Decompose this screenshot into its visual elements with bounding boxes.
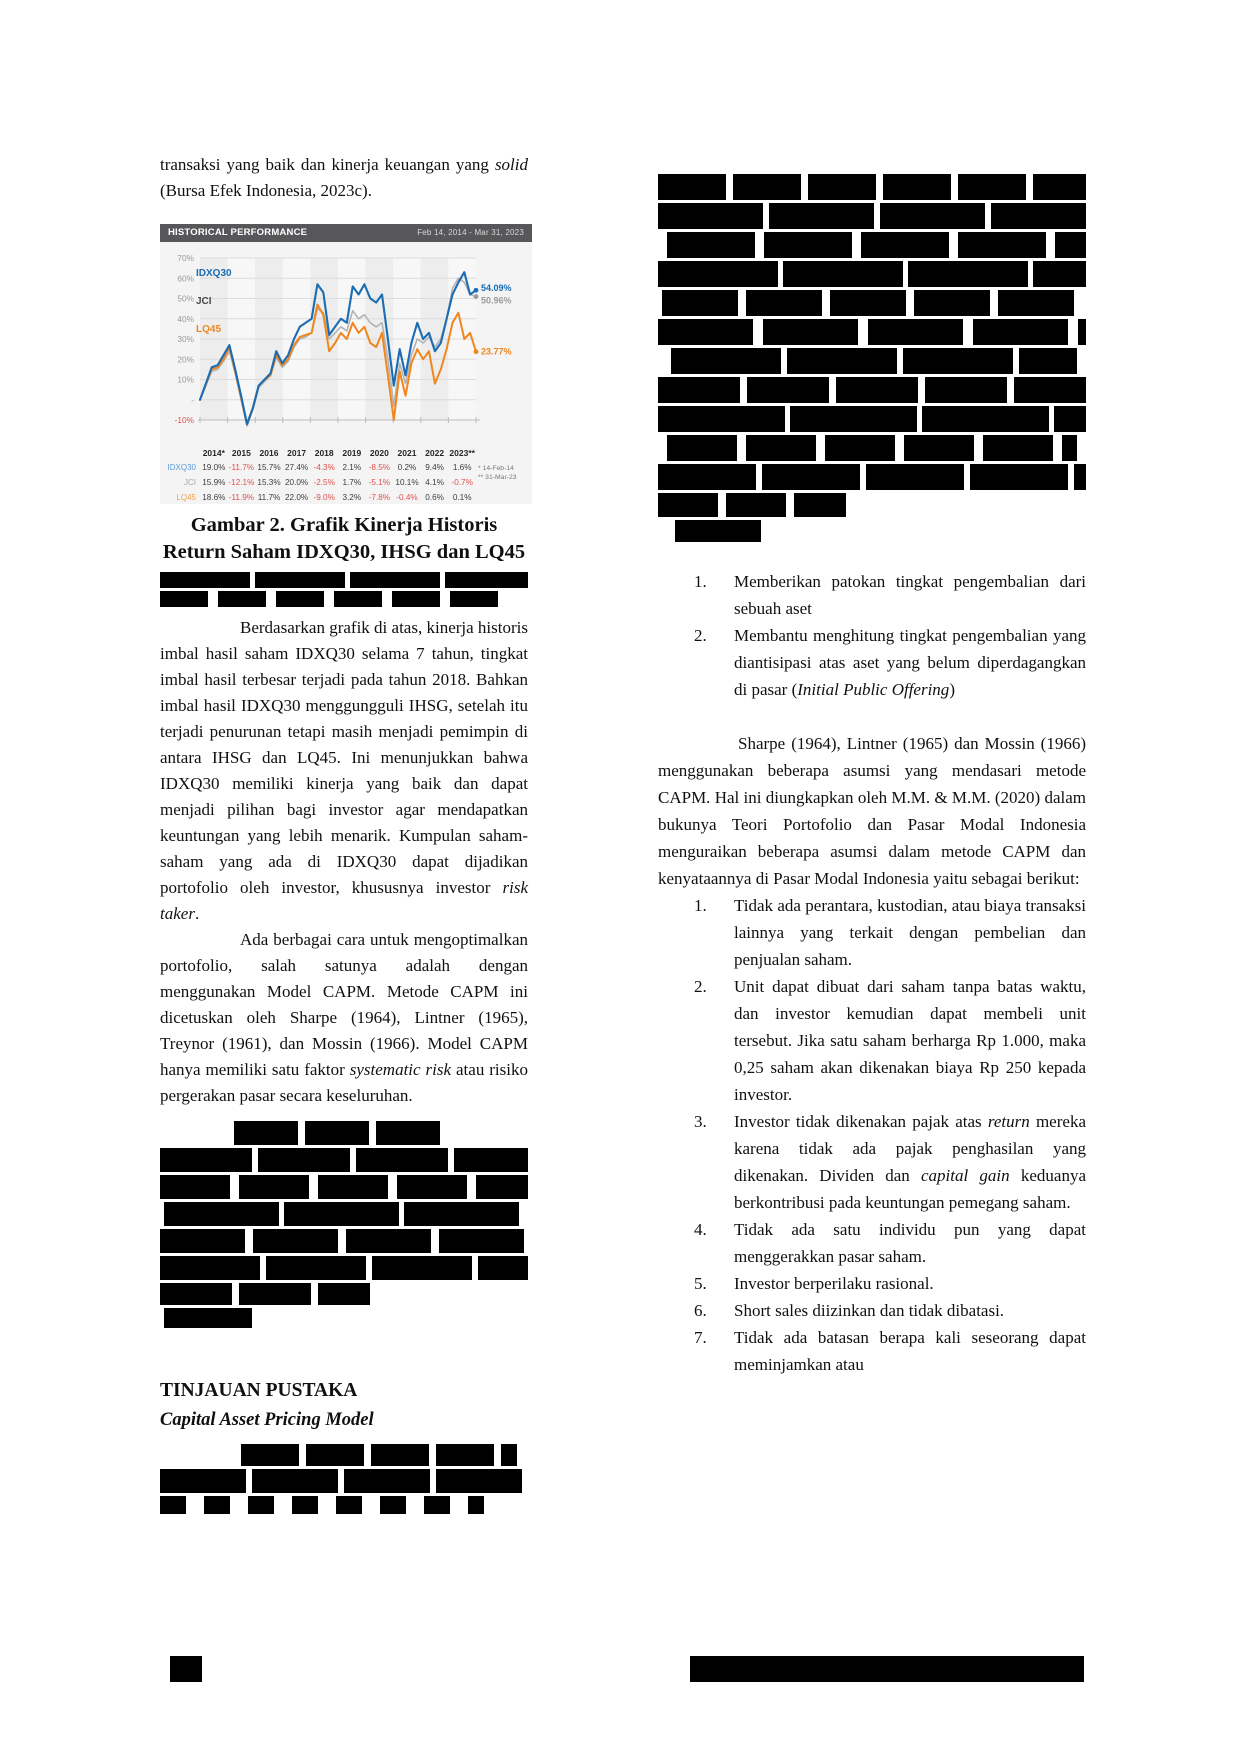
series-end-value: 50.96% (481, 295, 512, 306)
figure-caption-line2: Return Saham IDXQ30, IHSG dan LQ45 (162, 541, 526, 563)
figure-caption (160, 512, 528, 566)
y-axis-tick-label: 40% (177, 313, 194, 324)
chart-table-cell: 1.6% (452, 463, 472, 472)
legend-label: JCI (196, 296, 212, 307)
list-item (694, 973, 1086, 1108)
list-item-text: Investor berperilaku rasional. (734, 1274, 934, 1293)
intro-paragraph: transaksi yang baik dan kinerja keuangan yang solid (Bursa Efek Indonesia, 2023c). (160, 155, 528, 200)
list-item (694, 568, 1086, 622)
left-column (160, 152, 528, 1517)
list-item-number: 3. (694, 1112, 707, 1131)
list-item-text: Tidak ada satu individu pun yang dapat menggerakkan pasar saham. (734, 1220, 1086, 1266)
chart-table-row-label: LQ45 (176, 493, 196, 502)
chart-table-cell: -7.8% (368, 493, 391, 502)
list-item-number: 1. (694, 572, 707, 591)
series-end-dot (474, 349, 479, 354)
list-item-number: 7. (694, 1328, 707, 1347)
right-column (658, 150, 1086, 1378)
chart-table-cell: 1.7% (342, 478, 362, 487)
x-axis-year-label: 2019 (342, 448, 362, 458)
list-item (694, 892, 1086, 973)
series-end-value: 54.09% (481, 283, 512, 294)
redacted-block (160, 1121, 528, 1328)
chart-table-cell: -4.3% (313, 463, 335, 472)
y-axis-tick-label: - (191, 394, 194, 405)
chart-body (160, 242, 532, 504)
chart-table-cell: 2.1% (342, 463, 362, 472)
chart-plot (160, 246, 532, 432)
chart-table-cell: 0.1% (452, 493, 472, 502)
chart-header (160, 224, 532, 242)
chart-x-axis-labels (160, 440, 532, 458)
list-item-number: 2. (694, 977, 707, 996)
chart-table-cell: -11.7% (228, 463, 255, 472)
chart-table-cell: 3.2% (342, 493, 362, 502)
y-axis-tick-label: 60% (177, 273, 194, 284)
list-item (694, 1324, 1086, 1378)
subsection-heading: Capital Asset Pricing Model (160, 1410, 374, 1430)
chart-table-cell: 20.0% (284, 478, 309, 487)
list-item (694, 1216, 1086, 1270)
section-heading: TINJAUAN PUSTAKA (160, 1380, 358, 1401)
chart-table-cell: 0.2% (397, 463, 417, 472)
chart-table-cell: -8.5% (368, 463, 391, 472)
chart-table-cell: 10.1% (395, 478, 419, 487)
historical-performance-chart (160, 224, 532, 504)
redacted-page-number (170, 1656, 202, 1682)
list-item-text: Tidak ada batasan berapa kali seseorang dapat meminjamkan atau (734, 1328, 1086, 1374)
legend-label: LQ45 (196, 324, 222, 335)
redacted-footer-text (690, 1656, 1084, 1682)
y-axis-tick-label: 20% (177, 354, 194, 365)
list-item-text: Tidak ada perantara, kustodian, atau biaya transaksi lainnya yang terkait dengan pembelian dan penjualan saham. (734, 896, 1086, 969)
chart-table-row-label: IDXQ30 (167, 463, 196, 472)
chart-title: HISTORICAL PERFORMANCE (168, 227, 308, 238)
list-item-number: 4. (694, 1220, 707, 1239)
chart-table-cell: -0.4% (396, 493, 418, 502)
chart-table-cell: 15.9% (202, 478, 226, 487)
list-item (694, 1108, 1086, 1216)
redacted-block (160, 1444, 528, 1514)
list-item-text: Memberikan patokan tingkat pengembalian dari sebuah aset (734, 572, 1086, 618)
list-item (694, 1297, 1086, 1324)
chart-table-row (160, 468, 532, 487)
chart-table-cell: -12.1% (228, 478, 255, 487)
x-axis-year-label: 2015 (231, 448, 251, 458)
y-axis-tick-label: 50% (177, 293, 194, 304)
x-axis-year-label: 2014* (202, 448, 225, 458)
chart-table-cell: -0.7% (451, 478, 473, 487)
x-axis-year-label: 2016 (259, 448, 279, 458)
chart-footnotes (478, 464, 517, 482)
list-item (694, 622, 1086, 703)
x-axis-year-label: 2021 (397, 448, 417, 458)
chart-table-row-label: JCI (184, 478, 196, 487)
x-axis-year-label: 2017 (287, 448, 307, 458)
list-item-text: Investor tidak dikenakan pajak atas return mereka karena tidak ada pajak penghasilan yang dikenakan. Dividen dan capital gain keduanya berkontribusi pada keuntungan pemegang saham. (734, 1112, 1086, 1212)
chart-footnote-2: ** 31-Mar-23 (478, 474, 517, 481)
chart-table-cell: -9.0% (313, 493, 335, 502)
series-end-dot (474, 294, 479, 299)
body-paragraph-2: Ada berbagai cara untuk mengoptimalkan portofolio, salah satunya adalah dengan menggunakan Model CAPM. Metode CAPM ini dicetuskan oleh Sharpe (1964), Lintner (1965), Treynor (1961), dan Mossin (1966). Model CAPM hanya memiliki satu faktor systematic risk atau risiko pergerakan pasar secara keseluruhan. (160, 930, 528, 1105)
chart-table-cell: 15.7% (257, 463, 281, 472)
chart-table-cell: 22.0% (284, 493, 309, 502)
chart-table-cell: -2.5% (313, 478, 335, 487)
chart-table-cell: -5.1% (368, 478, 391, 487)
x-axis-year-label: 2022 (425, 448, 445, 458)
assumptions-list (694, 892, 1086, 1378)
chart-table-row (160, 483, 532, 502)
x-axis-year-label: 2023** (449, 448, 475, 458)
y-axis-tick-label: 30% (177, 334, 194, 344)
redacted-block (160, 572, 528, 607)
chart-table-cell: 27.4% (284, 463, 309, 472)
chart-table-cell: 19.0% (202, 463, 226, 472)
chart-table-cell: 4.1% (425, 478, 444, 487)
figure-caption-line1: Gambar 2. Grafik Kinerja Historis (190, 514, 498, 536)
redacted-block (658, 174, 1086, 542)
chart-table-cell: 0.6% (425, 493, 444, 502)
chart-table-cell: 15.3% (257, 478, 281, 487)
chart-data-table (160, 453, 532, 502)
list-item-number: 2. (694, 626, 707, 645)
chart-table-cell: -11.9% (228, 493, 255, 502)
x-axis-year-label: 2018 (314, 448, 334, 458)
series-end-value: 23.77% (481, 346, 512, 357)
benefits-list (694, 568, 1086, 703)
chart-footnote-1: * 14-Feb-14 (478, 465, 514, 472)
list-item-text: Membantu menghitung tingkat pengembalian yang diantisipasi atas aset yang belum diperdagangkan di pasar (Initial Public Offering) (734, 626, 1086, 699)
chart-date-range: Feb 14, 2014 - Mar 31, 2023 (417, 228, 524, 237)
y-axis-tick-label: 10% (177, 374, 194, 385)
list-item-text: Unit dapat dibuat dari saham tanpa batas waktu, dan investor kemudian dapat membeli unit tersebut. Jika satu saham berharga Rp 1.000, maka 0,25 saham akan dikenakan biaya Rp 250 kepada investor. (734, 977, 1086, 1104)
legend-label: IDXQ30 (196, 268, 232, 279)
list-item-number: 5. (694, 1274, 707, 1293)
chart-table-cell: 18.6% (202, 493, 226, 502)
list-item (694, 1270, 1086, 1297)
y-axis-tick-label: 70% (177, 253, 194, 263)
x-axis-year-label: 2020 (369, 448, 389, 458)
series-end-dot (474, 288, 479, 293)
chart-table-cell: 9.4% (425, 463, 444, 472)
list-item-text: Short sales diizinkan dan tidak dibatasi. (734, 1301, 1005, 1320)
list-item-number: 6. (694, 1301, 707, 1320)
assumptions-paragraph: Sharpe (1964), Lintner (1965) dan Mossin (1966) menggunakan beberapa asumsi yang mendasari metode CAPM. Hal ini diungkapkan oleh M.M. & M.M. (2020) dalam bukunya Teori Portofolio dan Pasar Modal Indonesia menguraikan beberapa asumsi dalam metode CAPM dan kenyataannya di Pasar Modal Indonesia yaitu sebagai berikut: (658, 734, 1086, 888)
y-axis-tick-label: -10% (174, 415, 194, 425)
chart-table-cell: 11.7% (257, 493, 281, 502)
list-item-number: 1. (694, 896, 707, 915)
body-paragraph-1: Berdasarkan grafik di atas, kinerja historis imbal hasil saham IDXQ30 selama 7 tahun, tingkat imbal hasil terbesar terjadi pada tahun 2018. Bahkan imbal hasil IDXQ30 menggungguli IHSG, setelah itu terjadi penurunan tetapi masih menjadi pemimpin di antara IHSG dan LQ45. Ini menunjukkan bahwa IDXQ30 memiliki kinerja yang baik dan dapat menjadi pilihan bagi investor agar mendapatkan keuntungan yang lebih menarik. Kumpulan saham-saham yang ada di IDXQ30 dapat dijadikan portofolio oleh investor, khususnya investor risk taker. (160, 618, 528, 923)
